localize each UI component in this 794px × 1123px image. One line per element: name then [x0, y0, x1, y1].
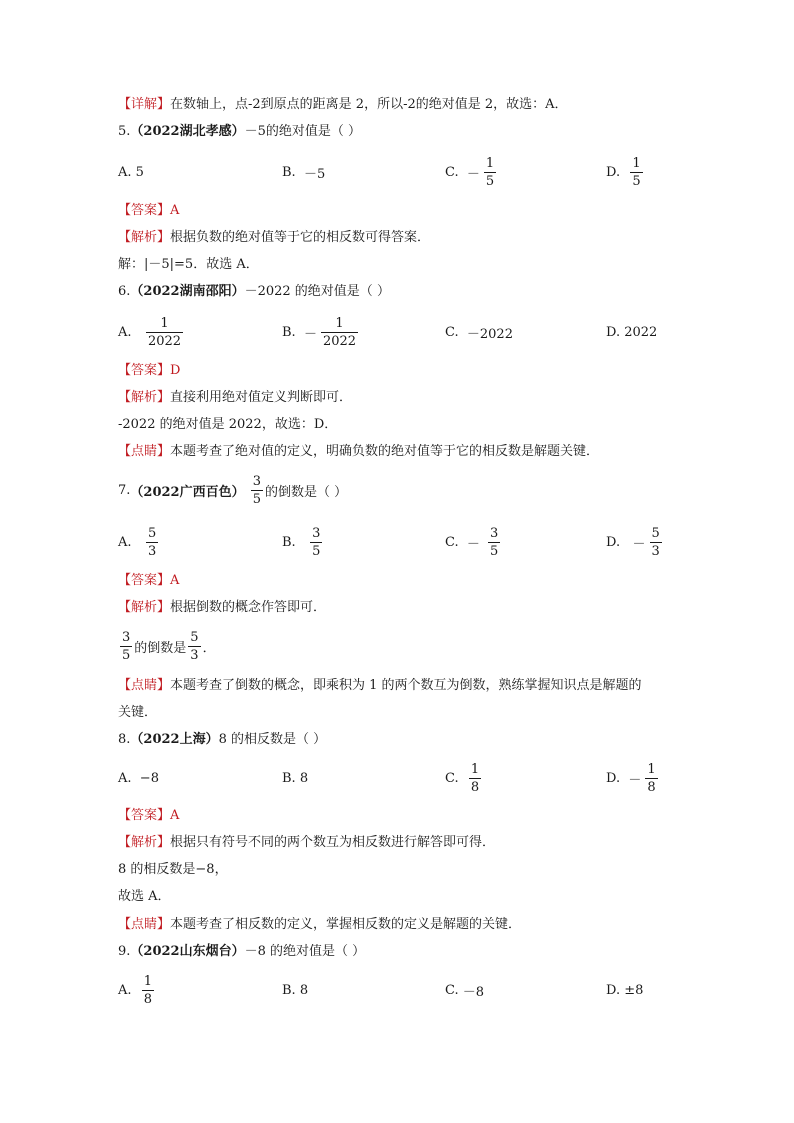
q6-solution: -2022 的绝对值是 2022，故选：D． — [118, 417, 338, 432]
q7-answer — [118, 572, 179, 590]
denominator: 3 — [147, 543, 157, 559]
analysis-tag: 【解析】 — [118, 390, 171, 405]
q6-analysis — [118, 389, 352, 407]
answer-value: A — [170, 203, 180, 218]
q8-option-a[interactable] — [118, 756, 159, 800]
option-label: B. — [282, 164, 296, 180]
denominator: 5 — [252, 491, 262, 507]
option-label: B. — [282, 770, 296, 786]
option-value: －2022 — [466, 326, 513, 342]
q8-solution-1: 8 的相反数是−8， — [118, 862, 228, 877]
q5-question: －5的绝对值是（ ） — [244, 124, 361, 139]
q7-comment — [118, 677, 642, 695]
q6-stem — [118, 283, 390, 301]
option-label: A. — [118, 324, 132, 340]
denominator: 8 — [647, 779, 656, 795]
analysis-tag: 【解析】 — [118, 600, 171, 615]
q8-answer — [118, 807, 179, 825]
q5-option-d[interactable] — [606, 150, 645, 194]
q6-comment — [118, 443, 599, 461]
q7-solution — [118, 624, 216, 668]
fraction — [120, 631, 132, 662]
q9-stem — [118, 943, 365, 961]
comment-tag: 【点睛】 — [118, 917, 171, 932]
answer-tag: 【答案】 — [118, 363, 171, 378]
q7-stem — [118, 468, 347, 512]
q9-option-b[interactable] — [282, 968, 308, 1012]
q5-option-a[interactable] — [118, 150, 144, 194]
numerator: 1 — [335, 315, 344, 331]
q7-analysis — [118, 599, 326, 617]
q7-option-d[interactable] — [606, 520, 664, 564]
q5-solution: 解：|－5|=5．故选 A． — [118, 257, 259, 272]
denominator: 8 — [143, 991, 153, 1007]
analysis-tag: 【解析】 — [118, 230, 171, 245]
q8-source: （2022上海） — [130, 732, 219, 747]
numerator: 1 — [485, 155, 495, 171]
answer-tag: 【答案】 — [118, 573, 171, 588]
comment-text: 本题考查了倒数的概念，即乘积为 1 的两个数互为倒数，熟练掌握知识点是解题的 — [170, 678, 642, 693]
denominator: 5 — [632, 173, 641, 189]
q7-question: 的倒数是（ ） — [265, 484, 348, 500]
q6-number: 6. — [118, 284, 131, 299]
denominator: 3 — [651, 543, 660, 559]
option-sign: － — [628, 772, 642, 788]
answer-value: D — [170, 363, 181, 378]
q5-answer — [118, 202, 179, 220]
q9-number: 9. — [118, 944, 131, 959]
detail-tag: 【详解】 — [118, 97, 171, 112]
q9-option-a[interactable] — [118, 968, 156, 1012]
fraction — [146, 527, 158, 558]
numerator: 1 — [647, 761, 656, 777]
numerator: 1 — [632, 155, 641, 171]
comment-tag: 【点睛】 — [118, 678, 171, 693]
q5-number: 5. — [118, 124, 131, 139]
option-label: C. — [445, 982, 459, 998]
q8-option-d[interactable] — [606, 756, 660, 800]
fraction — [630, 157, 642, 188]
option-label: A. — [118, 164, 132, 180]
q7-source: （2022广西百色） — [130, 484, 245, 500]
numerator: 1 — [470, 761, 480, 777]
q8-number: 8. — [118, 732, 131, 747]
option-label: A. — [118, 982, 132, 998]
denominator: 3 — [190, 647, 199, 663]
option-sign: － — [303, 326, 317, 342]
fraction — [484, 157, 496, 188]
denominator: 5 — [490, 543, 499, 559]
fraction — [645, 763, 657, 794]
q9-question: －8 的绝对值是（ ） — [244, 944, 366, 959]
numerator: 1 — [143, 973, 153, 989]
option-value: 5 — [135, 164, 144, 180]
q8-comment — [118, 916, 521, 934]
detail-prev — [118, 96, 568, 114]
fraction — [310, 527, 322, 558]
denominator: 5 — [122, 647, 131, 663]
numerator: 3 — [312, 525, 321, 541]
numerator: 5 — [190, 629, 199, 645]
q6-option-a[interactable] — [118, 310, 185, 354]
q7-number: 7. — [118, 482, 131, 498]
option-label: A. — [118, 534, 132, 550]
answer-value: A — [170, 808, 180, 823]
comment-text: 本题考查了相反数的定义，掌握相反数的定义是解题的关键． — [170, 917, 522, 932]
numerator: 1 — [160, 315, 169, 331]
q7-option-c[interactable] — [445, 520, 502, 564]
q7-option-b[interactable] — [282, 520, 324, 564]
q7-option-a[interactable] — [118, 520, 160, 564]
option-label: A. — [118, 770, 132, 786]
fraction — [469, 763, 481, 794]
q6-option-b[interactable] — [282, 310, 360, 354]
denominator: 5 — [312, 543, 321, 559]
answer-value: A — [170, 573, 180, 588]
q8-option-c[interactable] — [445, 756, 483, 800]
analysis-text: 根据只有符号不同的两个数互为相反数进行解答即可得． — [170, 835, 496, 850]
q8-analysis — [118, 834, 495, 852]
option-label: D. — [606, 534, 621, 550]
q8-solution-2: 故选 A． — [118, 889, 171, 904]
fraction — [321, 317, 358, 348]
denominator: 8 — [470, 779, 480, 795]
q6-option-d[interactable] — [606, 310, 657, 354]
numerator: 3 — [122, 629, 131, 645]
numerator: 5 — [147, 525, 157, 541]
q9-option-d[interactable] — [606, 968, 643, 1012]
option-value: 8 — [299, 770, 309, 786]
solution-end: ． — [202, 640, 216, 656]
comment-tag: 【点睛】 — [118, 444, 171, 459]
analysis-text: 直接利用绝对值定义判断即可． — [170, 390, 353, 405]
q5-option-c[interactable] — [445, 150, 498, 194]
q8-question: 8 的相反数是（ ） — [218, 732, 327, 747]
option-value: －8 — [462, 984, 485, 1000]
denominator: 2022 — [322, 333, 357, 349]
fraction — [146, 317, 183, 348]
option-value: 2022 — [624, 324, 658, 340]
option-label: D. — [606, 982, 621, 998]
option-value: ±8 — [624, 982, 644, 998]
denominator: 5 — [485, 173, 495, 189]
analysis-text: 根据倒数的概念作答即可． — [170, 600, 327, 615]
numerator: 3 — [490, 525, 499, 541]
q6-answer — [118, 362, 180, 380]
detail-text: 在数轴上，点-2到原点的距离是 2，所以-2的绝对值是 2，故选：A． — [170, 97, 568, 112]
q5-option-b[interactable] — [282, 150, 325, 194]
option-label: B. — [282, 534, 296, 550]
q6-source: （2022湖南邵阳） — [130, 284, 245, 299]
q8-stem — [118, 731, 326, 749]
q8-option-b[interactable] — [282, 756, 308, 800]
option-sign: － — [466, 166, 480, 182]
option-label: C. — [445, 534, 459, 550]
numerator: 5 — [651, 525, 660, 541]
option-sign: － — [632, 536, 646, 552]
option-label: D. — [606, 164, 621, 180]
fraction — [188, 631, 200, 662]
q9-option-c[interactable] — [445, 968, 484, 1012]
option-label: B. — [282, 324, 296, 340]
denominator: 2022 — [147, 333, 182, 349]
fraction — [142, 975, 154, 1006]
q5-analysis — [118, 229, 430, 247]
q7-comment-cont: 关键． — [118, 705, 158, 720]
solution-text: 的倒数是 — [134, 640, 187, 656]
answer-tag: 【答案】 — [118, 203, 171, 218]
q5-stem — [118, 123, 361, 141]
analysis-text: 根据负数的绝对值等于它的相反数可得答案． — [170, 230, 431, 245]
q5-source: （2022湖北孝感） — [130, 124, 245, 139]
fraction — [251, 475, 263, 506]
q6-option-c[interactable] — [445, 310, 513, 354]
option-value: 8 — [299, 982, 309, 998]
option-label: C. — [445, 324, 459, 340]
comment-text: 本题考查了绝对值的定义，明确负数的绝对值等于它的相反数是解题关键． — [170, 444, 600, 459]
numerator: 3 — [252, 473, 262, 489]
fraction — [650, 527, 662, 558]
q9-source: （2022山东烟台） — [130, 944, 245, 959]
fraction — [488, 527, 500, 558]
q6-question: －2022 的绝对值是（ ） — [244, 284, 390, 299]
option-value: －5 — [303, 166, 326, 182]
option-label: D. — [606, 770, 621, 786]
option-label: C. — [445, 770, 459, 786]
option-label: C. — [445, 164, 459, 180]
option-label: B. — [282, 982, 296, 998]
answer-tag: 【答案】 — [118, 808, 171, 823]
analysis-tag: 【解析】 — [118, 835, 171, 850]
option-label: D. — [606, 324, 621, 340]
option-sign: － — [466, 536, 480, 552]
option-value: −8 — [139, 770, 159, 786]
